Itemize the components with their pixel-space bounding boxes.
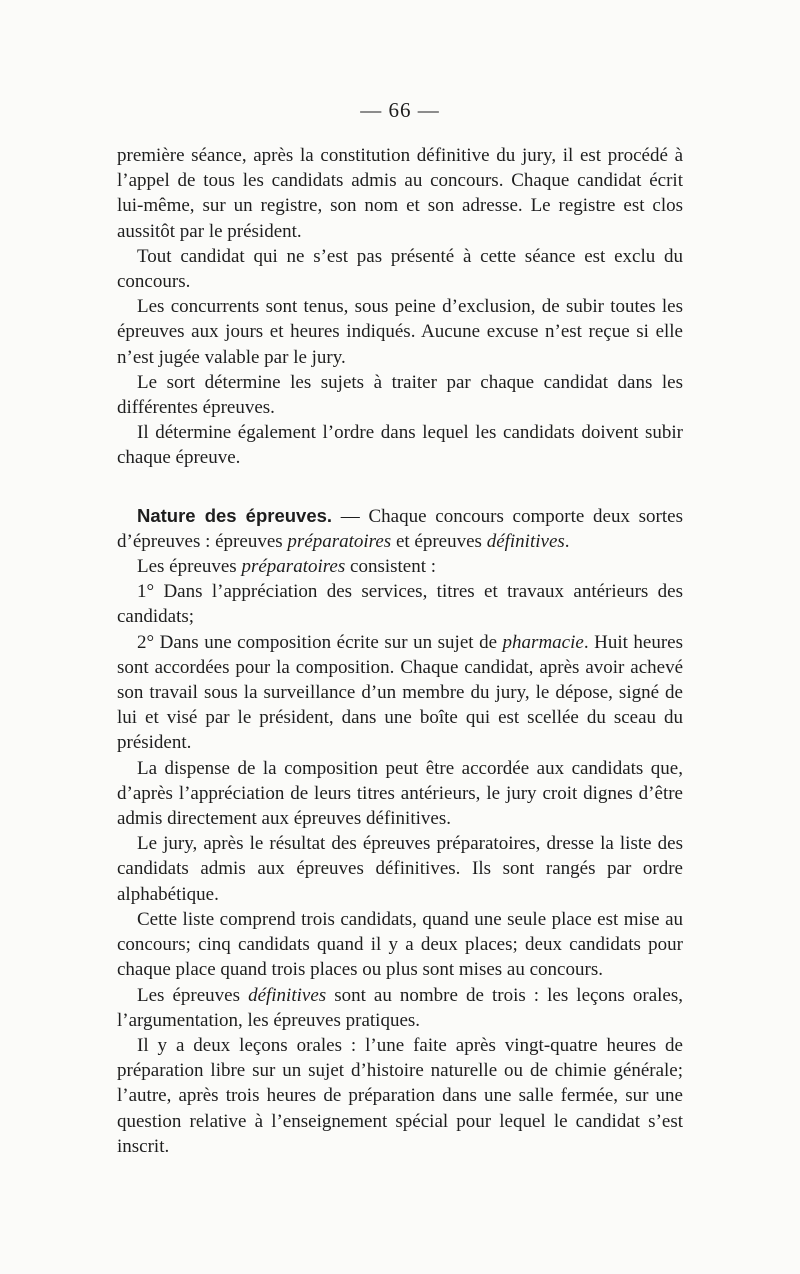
text-run: . — [564, 530, 570, 552]
section-gap — [117, 471, 683, 503]
page-body — [117, 143, 683, 1159]
text-run: Les épreuves — [137, 984, 249, 1006]
text-run: 2° Dans une composition écrite sur un sujet de — [137, 631, 503, 653]
paragraph — [117, 554, 683, 579]
paragraph: Il y a deux leçons orales : l’une faite après vingt-quatre heures de préparation libre sur un sujet d’histoire naturelle ou de chimie générale; l’autre, après trois heures de préparation dans une salle fermée, sur une question relative à l’enseignement spécial pour lequel le candidat s’est inscrit. — [117, 1034, 683, 1157]
paragraph: 1° Dans l’appréciation des services, titres et travaux antérieurs des candidats; — [117, 581, 683, 628]
text-run: . Huit heures sont accordées pour la composition. Chaque candidat, après avoir achevé son travail sous la surveillance d’un membre du jury, le dépose, signé de lui et visé par le président, dans une boîte qui est scellée du sceau du président. — [117, 631, 683, 754]
emphasis: pharmacie — [502, 631, 584, 653]
paragraph: Tout candidat qui ne s’est pas présenté à cette séance est exclu du concours. — [117, 245, 683, 293]
paragraph: Le jury, après le résultat des épreuves préparatoires, dresse la liste des candidats admis aux épreuves définitives. Ils sont rangés par ordre alphabétique. — [117, 833, 683, 905]
paragraph: Le sort détermine les sujets à traiter par chaque candidat dans les différentes épreuves. — [117, 371, 683, 419]
section-heading: Nature des épreuves. — [137, 504, 333, 526]
paragraph — [117, 630, 683, 756]
paragraph: Les concurrents sont tenus, sous peine d’exclusion, de subir toutes les épreuves aux jours et heures indiqués. Aucune excuse n’est reçue si elle n’est jugée valable par le jury. — [117, 296, 683, 368]
emphasis: préparatoires — [241, 556, 346, 578]
text-run: sont au nombre de trois : les leçons orales, l’argumentation, les épreuves pratiques. — [117, 984, 683, 1031]
paragraph: Il détermine également l’ordre dans lequel les candidats doivent subir chaque épreuve. — [117, 422, 683, 469]
text-run: Les épreuves — [137, 556, 242, 578]
section-first-paragraph — [117, 503, 683, 554]
paragraph: La dispense de la composition peut être accordée aux candidats que, d’après l’appréciation de leurs titres antérieurs, le jury croit dignes d’être admis directement aux épreuves définitives. — [117, 757, 683, 830]
paragraph: Cette liste comprend trois candidats, quand une seule place est mise au concours; cinq candidats quand il y a deux places; deux candidats pour chaque place quand trois places ou plus sont mises au concours. — [117, 908, 683, 981]
emphasis: définitives — [248, 984, 327, 1006]
paragraph: première séance, après la constitution définitive du jury, il est procédé à l’appel de tous les candidats admis au concours. Chaque candidat écrit lui-même, sur un registre, son nom et son adresse. Le registre est clos aussitôt par le président. — [117, 145, 683, 242]
paragraph — [117, 983, 683, 1033]
text-run: consistent : — [345, 556, 437, 578]
text-run: et épreuves — [391, 530, 487, 552]
emphasis: définitives — [486, 530, 565, 552]
text-run: — Chaque concours comporte deux sortes d’épreuves : épreuves — [117, 505, 683, 552]
page-number: — 66 — — [360, 98, 440, 122]
emphasis: préparatoires — [287, 530, 392, 552]
